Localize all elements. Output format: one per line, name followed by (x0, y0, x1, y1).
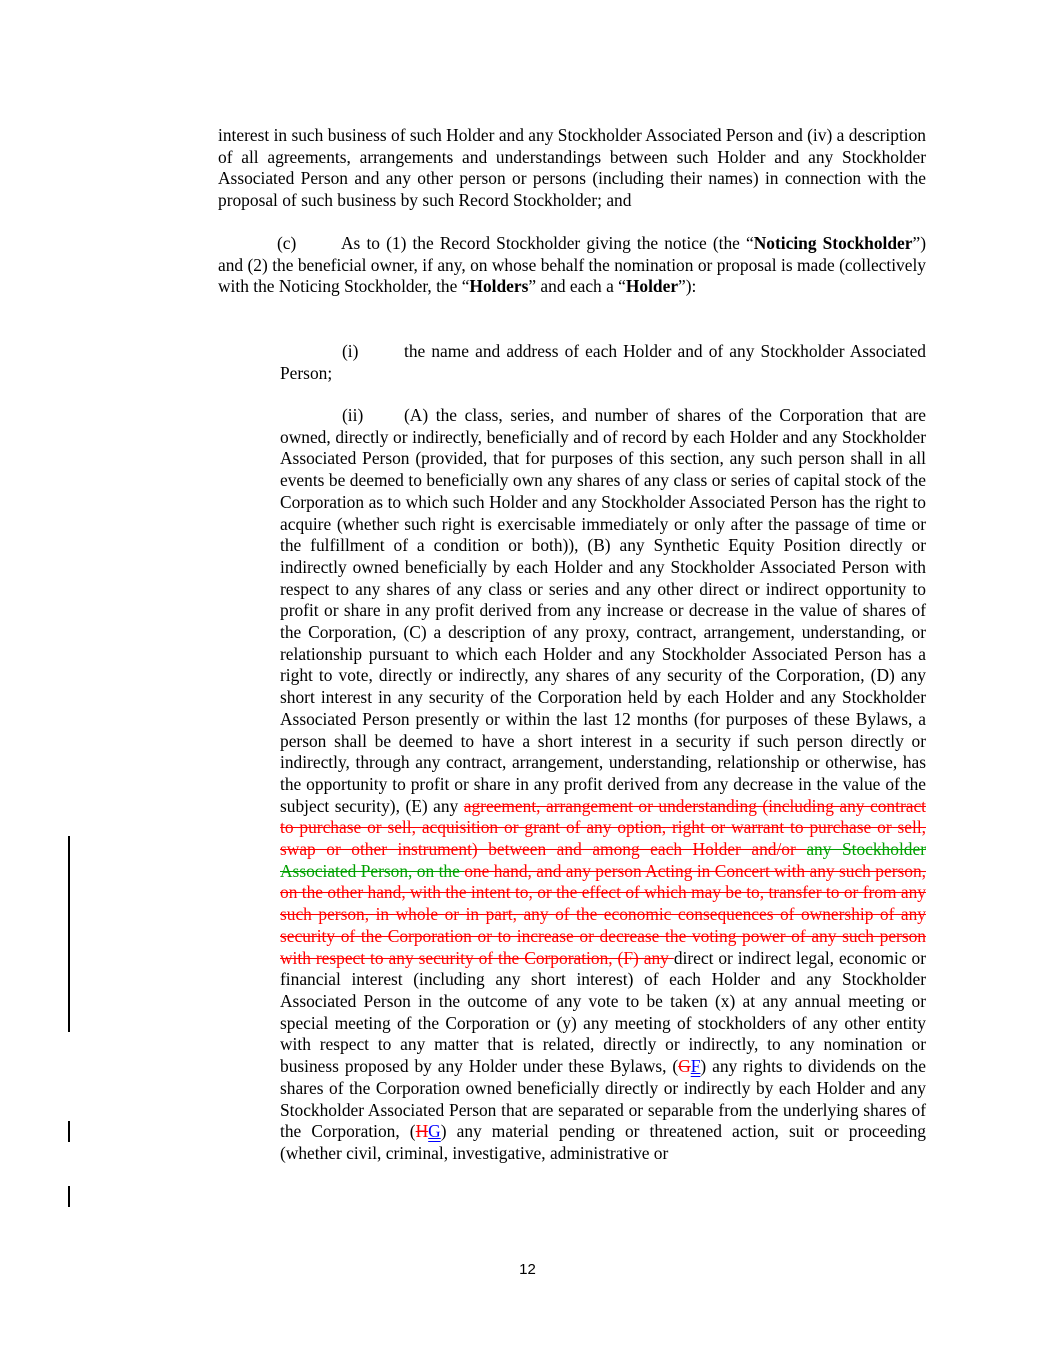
paragraph-text: As to (1) the Record Stockholder giving the notice (the “ (341, 233, 754, 253)
paragraph-text: ) any material pending or threatened action, suit or proceeding (whether civil, criminal, investigative, administrative or (280, 1121, 927, 1163)
paragraph-continuation (218, 125, 926, 212)
deleted-text: one hand, and any person Acting in Concert with any such person, on the other hand, with the intent to, or the effect of which may be to, transfer to or from any such person, in whole or in part, any of the economic consequences of ownership of any security of the Corporation or to increase or decrease the voting power of any such person with respect to any security of the Corporation, (F) any (280, 860, 926, 968)
defined-term: Holder (625, 276, 679, 297)
change-bar (68, 1186, 70, 1207)
paragraph-ii (280, 405, 926, 1165)
deleted-letter: G (678, 1056, 691, 1077)
paragraph-text: direct or indirect legal, economic or financial interest (including any short interest) of each Holder and any Stockholder Associated Person in the outcome of any vote to be taken (x) at any annual meeting or special meeting of the Corporation or (y) any meeting of stockholders of any other entity with respect to any matter that is related, directly or indirectly, to any nomination or business proposed by any Holder under these Bylaws, ( (280, 947, 926, 1077)
defined-term: Noticing Stockholder (753, 233, 913, 253)
paragraph-c (218, 233, 926, 298)
moved-deleted-text: any Stockholder Associated Person, on the (280, 839, 926, 881)
change-bar (68, 1121, 70, 1142)
paragraph-text: ”) and (2) the beneficial owner, if any, on whose behalf the nomination or proposal is made (collectively with the Noticing Stockholder, the “ (218, 233, 926, 297)
defined-term: Holders (469, 276, 529, 297)
paragraph-text: ”): (678, 276, 697, 297)
paragraph-text: the name and address of each Holder and of any Stockholder Associated Person; (280, 341, 926, 383)
paragraph-label: (i) (342, 341, 359, 361)
paragraph-text: (A) the class, series, and number of shares of the Corporation that are owned, directly or indirectly, beneficially and of record by each Holder and any Stockholder Associated Person (provided, that for purposes of this section, any such person shall in all events be deemed to beneficially own any shares of any class or series of capital stock of the Corporation as to which such Holder and any Stockholder Associated Person has the right to acquire (whether such right is exercisable immediately or only after the passage of time or the fulfillment of a condition or both)), (B) any Synthetic Equity Position directly or indirectly owned beneficially by each Holder and any Stockholder Associated Person with respect to any shares of any class or series and any other direct or indirect opportunity to profit or share in any profit derived from any increase or decrease in the value of shares of the Corporation, (C) a description of any proxy, contract, arrangement, understanding, or relationship pursuant to which each Holder and any Stockholder Associated Person has a right to vote, directly or indirectly, any shares of any security of the Corporation, (D) any short interest in any security of the Corporation held by each Holder and any Stockholder Associated Person presently or within the last 12 months (for purposes of these Bylaws, a person shall be deemed to have a short interest in a security if such person directly or indirectly, through any contract, arrangement, understanding, relationship or otherwise, has the opportunity to profit or share in any profit derived from any decrease in the value of the subject security), (E) any (280, 405, 926, 816)
paragraph-label: (c) (277, 233, 297, 253)
inserted-letter: G (428, 1121, 441, 1142)
paragraph-label: (ii) (342, 405, 364, 425)
paragraph-text: ” and each a “ (528, 276, 626, 297)
change-bar (68, 836, 70, 1032)
inserted-letter: F (690, 1056, 701, 1077)
paragraph-text: ) any rights to dividends on the shares of the Corporation owned beneficially directly or indirectly by each Holder and any Stockholder Associated Person that are separated or separable from the underlying shares of the Corporation, ( (280, 1056, 927, 1142)
deleted-letter: H (415, 1121, 429, 1142)
deleted-text: agreement, arrangement or understanding (including any contract to purchase or sell, acquisition or grant of any option, right or warrant to purchase or sell, swap or other instrument) between and among each Holder and/or (280, 795, 926, 860)
page-number: 12 (519, 1261, 536, 1278)
paragraph-text: interest in such business of such Holder and any Stockholder Associated Person and (iv) a description of all agreements, arrangements and understandings between such Holder and any Stockholder Associated Person and any other person or persons (including their names) in connection with the proposal of such business by such Record Stockholder; and (218, 125, 926, 211)
paragraph-i (280, 341, 926, 384)
